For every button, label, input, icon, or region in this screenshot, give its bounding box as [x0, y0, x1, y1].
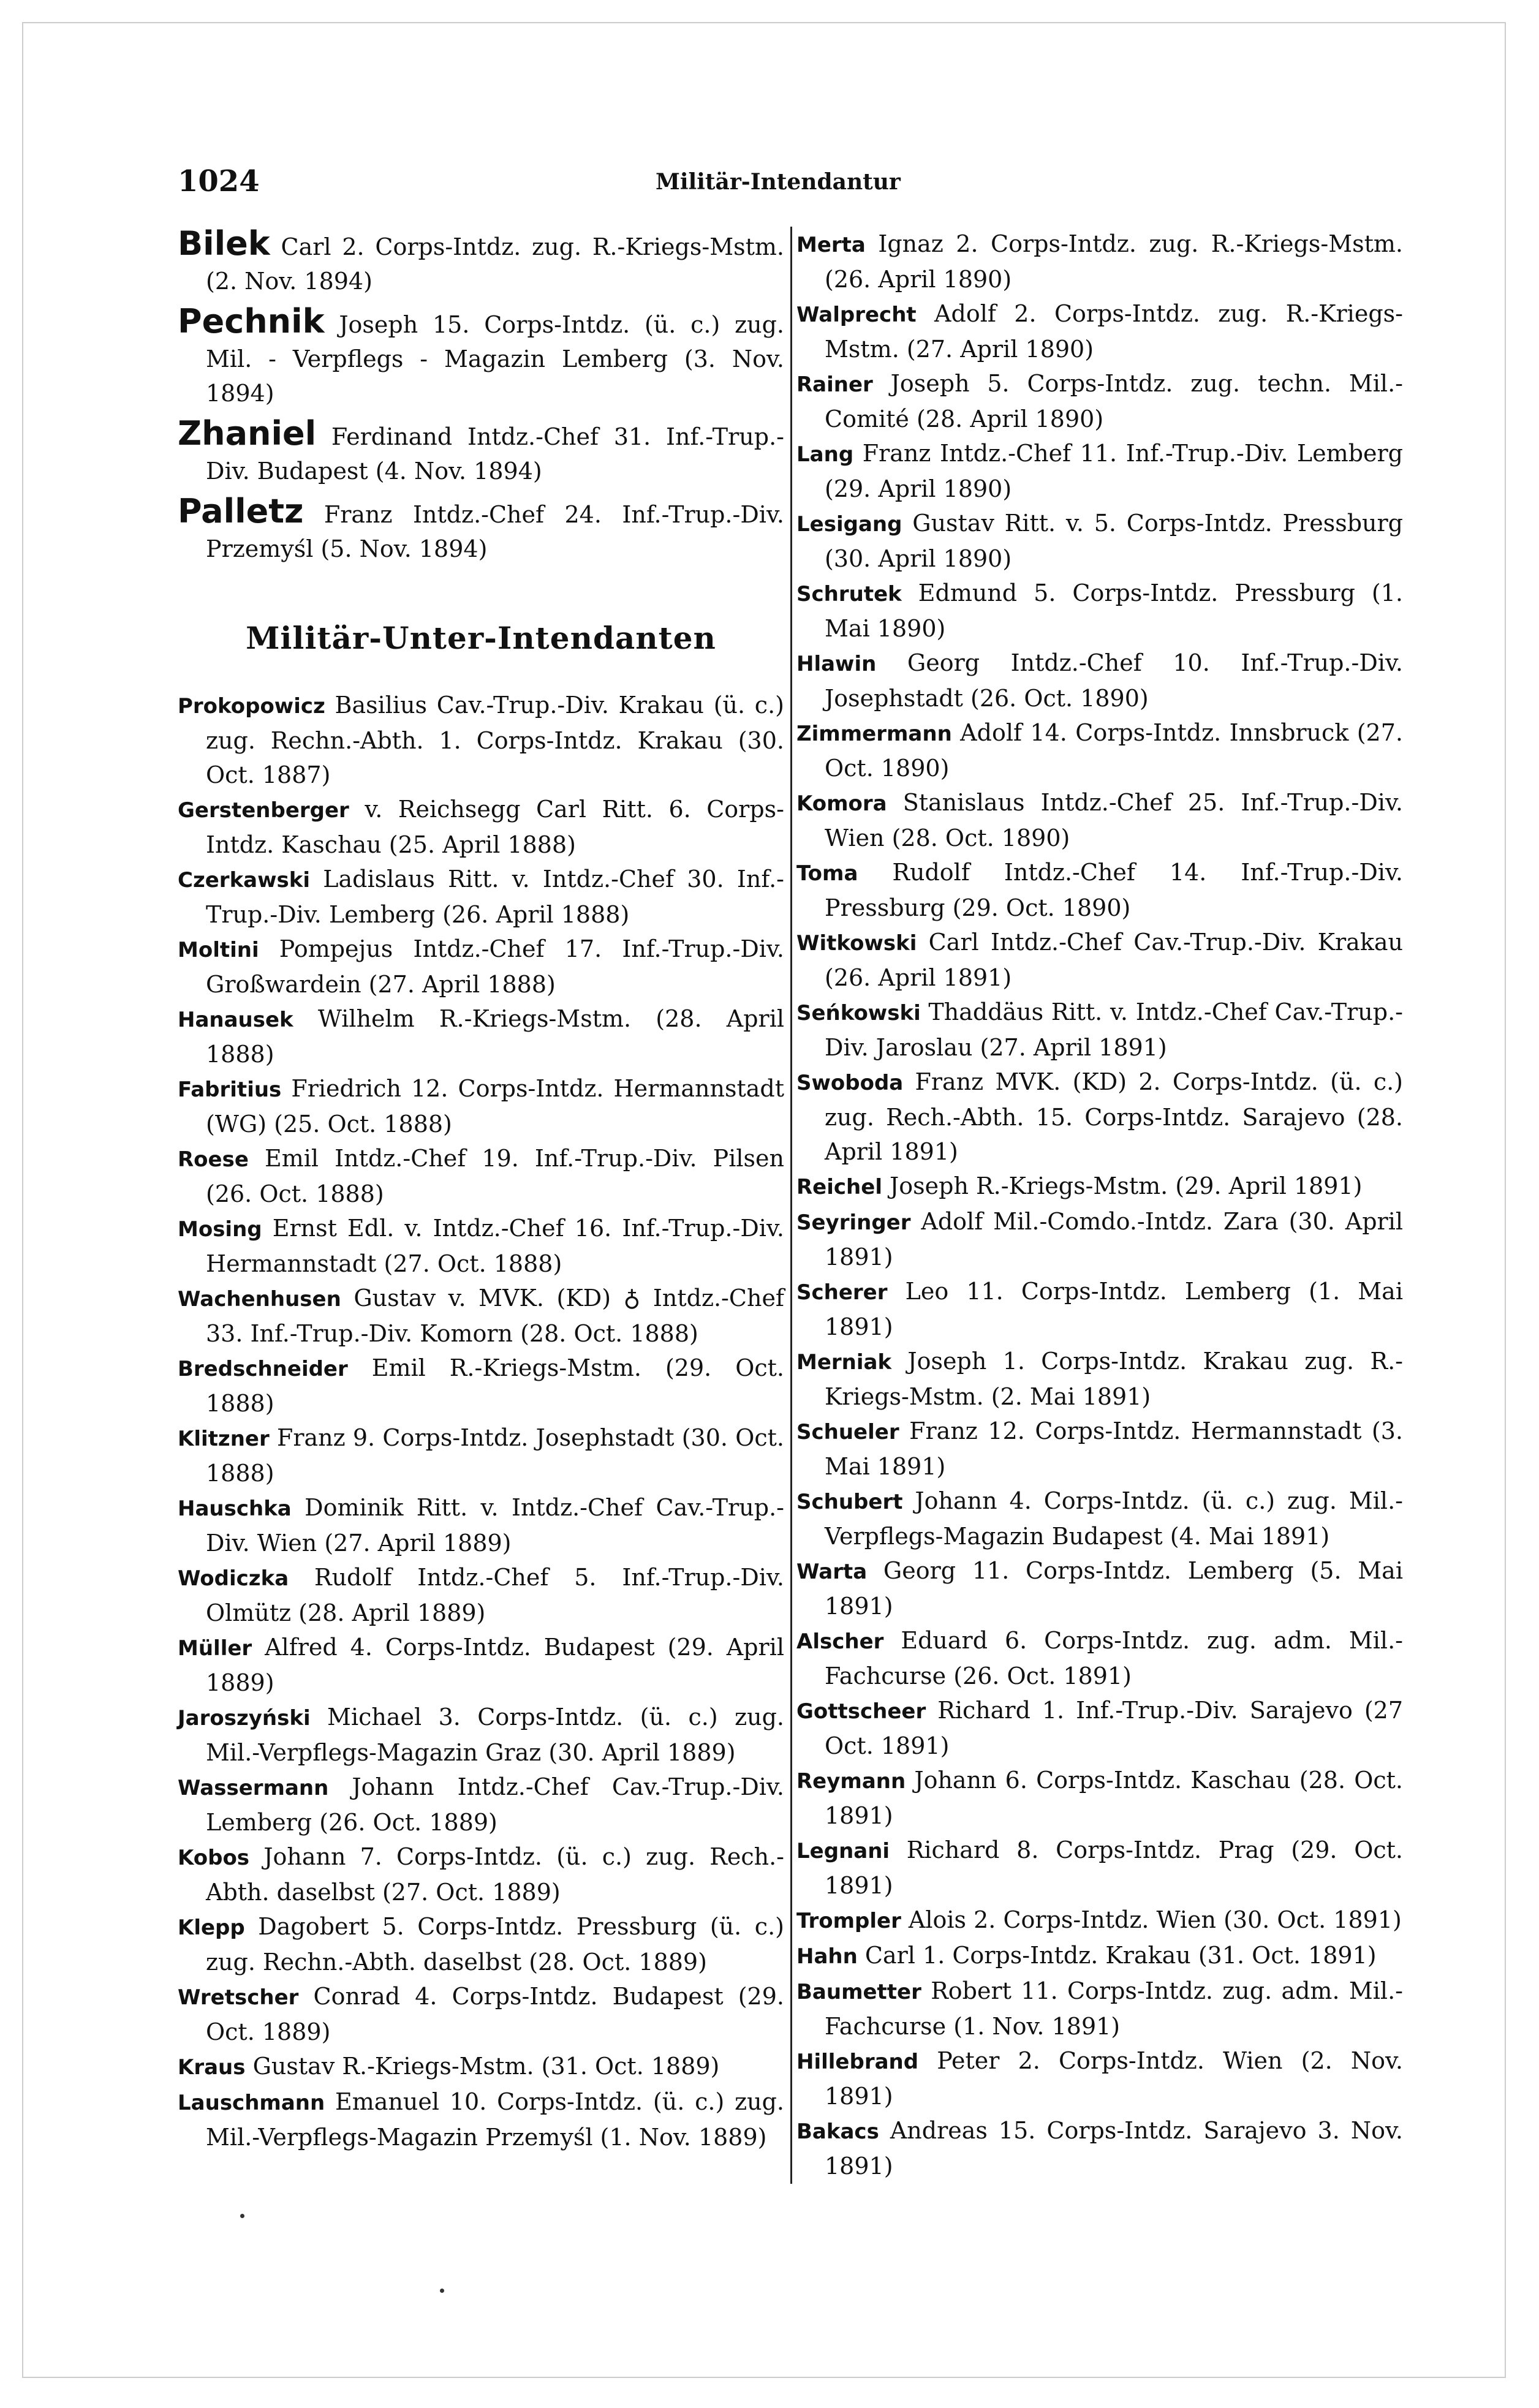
entry-name: Wachenhusen — [178, 1287, 341, 1312]
entry-name: Prokopowicz — [178, 694, 325, 719]
entry-text: Leo 11. Corps-Intdz. Lemberg (1. Mai 1891) — [825, 1278, 1403, 1340]
entry — [796, 1693, 1403, 1763]
entry-text: Carl 1. Corps-Intdz. Krakau (31. Oct. 1891) — [857, 1942, 1377, 1969]
entry-text: Stanislaus Intdz.-Chef 25. Inf.-Trup.-Div. Wien (28. Oct. 1890) — [825, 789, 1403, 851]
entry-name: Komora — [796, 791, 887, 816]
entry-text: v. Reichsegg Carl Ritt. 6. Corps-Intdz. Kaschau (25. April 1888) — [206, 796, 784, 858]
entry-text: Eduard 6. Corps-Intdz. zug. adm. Mil.-Fachcurse (26. Oct. 1891) — [825, 1627, 1403, 1689]
entry-name: Moltini — [178, 938, 259, 962]
entry-text: Ladislaus Ritt. v. Intdz.-Chef 30. Inf.-Trup.-Div. Lemberg (26. April 1888) — [206, 866, 784, 928]
entry-text: Carl 2. Corps-Intdz. zug. R.-Kriegs-Mstm. (2. Nov. 1894) — [206, 233, 784, 295]
entry-text: Adolf Mil.-Comdo.-Intdz. Zara (30. April 1891) — [825, 1208, 1403, 1270]
entry-text: Richard 1. Inf.-Trup.-Div. Sarajevo (27 Oct. 1891) — [825, 1697, 1403, 1759]
entry-text: Franz MVK. (KD) 2. Corps-Intdz. (ü. c.) zug. Rech.-Abth. 15. Corps-Intdz. Sarajevo (28. April 1891) — [825, 1068, 1403, 1165]
entry-text: Alfred 4. Corps-Intdz. Budapest (29. April 1889) — [206, 1634, 784, 1696]
entry — [178, 2085, 784, 2154]
entry — [796, 1169, 1403, 1204]
entry-name: Merta — [796, 233, 866, 257]
entry-name: Swoboda — [796, 1071, 904, 1095]
entry-name: Hauschka — [178, 1497, 292, 1521]
entry — [178, 1909, 784, 1979]
entry — [178, 1630, 784, 1700]
entry — [178, 792, 784, 862]
section-heading: Militär-Unter-Intendanten — [246, 620, 716, 656]
entry-name: Warta — [796, 1560, 868, 1584]
entry-name: Alscher — [796, 1629, 884, 1654]
left-column — [178, 224, 784, 2154]
entry-text: Rudolf Intdz.-Chef 14. Inf.-Trup.-Div. Pressburg (29. Oct. 1890) — [825, 859, 1403, 921]
entry-name: Wodiczka — [178, 1566, 289, 1591]
print-speck — [440, 2289, 444, 2293]
entry — [178, 1490, 784, 1560]
entry-text: Carl Intdz.-Chef Cav.-Trup.-Div. Krakau (26. April 1891) — [825, 929, 1403, 991]
entry-name: Legnani — [796, 1839, 890, 1863]
entry — [178, 1211, 784, 1281]
entry — [178, 1770, 784, 1840]
entry-text: Georg Intdz.-Chef 10. Inf.-Trup.-Div. Josephstadt (26. Oct. 1890) — [825, 649, 1403, 712]
entry — [796, 785, 1403, 855]
entry — [796, 1414, 1403, 1484]
entry — [796, 855, 1403, 925]
entry-text: Wilhelm R.-Kriegs-Mstm. (28. April 1888) — [206, 1005, 784, 1068]
entry — [178, 1840, 784, 1909]
entry — [796, 576, 1403, 646]
entry-text: Emil Intdz.-Chef 19. Inf.-Trup.-Div. Pilsen (26. Oct. 1888) — [206, 1145, 784, 1207]
entry-name: Hahn — [796, 1944, 858, 1969]
entry-text: Basilius Cav.-Trup.-Div. Krakau (ü. c.) zug. Rechn.-Abth. 1. Corps-Intdz. Krakau (30. Oct. 1887) — [206, 692, 784, 788]
entry-name: Zhaniel — [178, 414, 317, 453]
top-entries — [178, 224, 784, 566]
entry-text: Conrad 4. Corps-Intdz. Budapest (29. Oct. 1889) — [206, 1983, 784, 2045]
entry-name: Gerstenberger — [178, 798, 349, 823]
entry — [178, 1700, 784, 1770]
entry-name: Scherer — [796, 1280, 888, 1305]
entry-text: Gustav v. MVK. (KD) ♁ Intdz.-Chef 33. Inf.-Trup.-Div. Komorn (28. Oct. 1888) — [206, 1285, 784, 1347]
entry-text: Johann 6. Corps-Intdz. Kaschau (28. Oct. 1891) — [825, 1767, 1403, 1829]
entry-name: Merniak — [796, 1350, 892, 1375]
entry-text: Edmund 5. Corps-Intdz. Pressburg (1. Mai 1890) — [825, 579, 1403, 642]
entry-text: Joseph 15. Corps-Intdz. (ü. c.) zug. Mil. - Verpflegs - Magazin Lemberg (3. Nov. 1894) — [206, 311, 784, 407]
entry-text: Adolf 14. Corps-Intdz. Innsbruck (27. Oct. 1890) — [825, 719, 1403, 782]
entry-text: Gustav R.-Kriegs-Mstm. (31. Oct. 1889) — [245, 2053, 720, 2080]
entry-text: Georg 11. Corps-Intdz. Lemberg (5. Mai 1891) — [825, 1557, 1403, 1620]
entry — [796, 646, 1403, 715]
entry-text: Franz 12. Corps-Intdz. Hermannstadt (3. Mai 1891) — [825, 1417, 1403, 1480]
entry-name: Wretscher — [178, 1985, 299, 2010]
entry-text: Franz Intdz.-Chef 24. Inf.-Trup.-Div. Przemyśl (5. Nov. 1894) — [206, 501, 784, 562]
entry-text: Robert 11. Corps-Intdz. zug. adm. Mil.-Fachcurse (1. Nov. 1891) — [825, 1977, 1403, 2040]
entry-text: Ferdinand Intdz.-Chef 31. Inf.-Trup.-Div. Budapest (4. Nov. 1894) — [206, 423, 784, 485]
entry-name: Walprecht — [796, 303, 917, 327]
entry — [796, 1344, 1403, 1414]
entry — [796, 296, 1403, 366]
entry-text: Joseph 1. Corps-Intdz. Krakau zug. R.-Kriegs-Mstm. (2. Mai 1891) — [825, 1348, 1403, 1410]
entry — [796, 1974, 1403, 2044]
entry-name: Pechnik — [178, 302, 325, 341]
entry-name: Lauschmann — [178, 2091, 325, 2115]
column-divider — [790, 227, 792, 2184]
entry — [178, 224, 784, 298]
entry-text: Johann 4. Corps-Intdz. (ü. c.) zug. Mil.-Verpflegs-Magazin Budapest (4. Mai 1891) — [825, 1487, 1403, 1550]
entry-text: Adolf 2. Corps-Intdz. zug. R.-Kriegs-Mstm. (27. April 1890) — [825, 300, 1403, 363]
entry-text: Ernst Edl. v. Intdz.-Chef 16. Inf.-Trup.-Div. Hermannstadt (27. Oct. 1888) — [206, 1215, 784, 1277]
entry — [796, 1623, 1403, 1693]
entry-text: Richard 8. Corps-Intdz. Prag (29. Oct. 1891) — [825, 1836, 1403, 1899]
entry-name: Gottscheer — [796, 1699, 926, 1724]
entry-name: Müller — [178, 1636, 252, 1661]
entry-name: Seńkowski — [796, 1001, 921, 1025]
entry-name: Klitzner — [178, 1427, 270, 1451]
entry — [796, 366, 1403, 436]
entry — [796, 1763, 1403, 1833]
entry-text: Joseph 5. Corps-Intdz. zug. techn. Mil.-Comité (28. April 1890) — [825, 370, 1403, 432]
entry — [796, 1553, 1403, 1623]
entry — [796, 1833, 1403, 1903]
entry-text: Emil R.-Kriegs-Mstm. (29. Oct. 1888) — [206, 1354, 784, 1417]
entry — [178, 1351, 784, 1421]
entry — [796, 995, 1403, 1065]
entry-name: Kraus — [178, 2055, 246, 2080]
entry-name: Reichel — [796, 1175, 882, 1199]
entry — [796, 1065, 1403, 1169]
entry-name: Bilek — [178, 224, 270, 263]
entry — [178, 1979, 784, 2049]
entry-text: Franz 9. Corps-Intdz. Josephstadt (30. Oct. 1888) — [206, 1424, 784, 1487]
entry-name: Schrutek — [796, 582, 902, 606]
entry — [796, 715, 1403, 785]
entry — [178, 1281, 784, 1351]
entry-name: Bredschneider — [178, 1357, 348, 1381]
entry-name: Jaroszyński — [178, 1706, 311, 1731]
entry — [796, 1274, 1403, 1344]
entry-text: Johann 7. Corps-Intdz. (ü. c.) zug. Rech.-Abth. daselbst (27. Oct. 1889) — [206, 1843, 784, 1906]
running-head — [178, 164, 913, 201]
entry-name: Palletz — [178, 492, 304, 530]
entry-name: Hlawin — [796, 652, 877, 676]
entry — [178, 414, 784, 488]
entry-name: Rainer — [796, 372, 873, 397]
entry-text: Andreas 15. Corps-Intdz. Sarajevo 3. Nov. 1891) — [825, 2117, 1403, 2180]
entry-text: Dominik Ritt. v. Intdz.-Chef Cav.-Trup.-Div. Wien (27. April 1889) — [206, 1494, 784, 1557]
entry — [796, 925, 1403, 995]
entry — [178, 1002, 784, 1071]
entry — [796, 227, 1403, 296]
entry — [178, 862, 784, 932]
entry-text: Alois 2. Corps-Intdz. Wien (30. Oct. 1891) — [901, 1906, 1402, 1933]
entry — [178, 1141, 784, 1211]
entry — [178, 494, 784, 566]
entry — [178, 304, 784, 410]
entry-name: Fabritius — [178, 1078, 282, 1102]
entry-name: Hanausek — [178, 1008, 293, 1032]
entry-name: Zimmermann — [796, 722, 952, 746]
entry — [178, 1560, 784, 1630]
entry-text: Thaddäus Ritt. v. Intdz.-Chef Cav.-Trup.-Div. Jaroslau (27. April 1891) — [825, 998, 1403, 1061]
entry-name: Schueler — [796, 1420, 899, 1444]
entry-name: Roese — [178, 1147, 249, 1172]
entry-text: Peter 2. Corps-Intdz. Wien (2. Nov. 1891) — [825, 2047, 1403, 2110]
entry — [796, 2113, 1403, 2183]
entry — [796, 1204, 1403, 1274]
right-column — [796, 227, 1403, 2183]
page-number: 1024 — [178, 164, 260, 198]
entry — [796, 1903, 1403, 1938]
entry-name: Klepp — [178, 1915, 245, 1940]
entry-text: Rudolf Intdz.-Chef 5. Inf.-Trup.-Div. Olmütz (28. April 1889) — [206, 1564, 784, 1626]
entry-name: Reymann — [796, 1769, 906, 1794]
entry-name: Lesigang — [796, 512, 902, 537]
entry-name: Seyringer — [796, 1210, 911, 1235]
entry-text: Emanuel 10. Corps-Intdz. (ü. c.) zug. Mil.-Verpflegs-Magazin Przemyśl (1. Nov. 1889) — [206, 2088, 784, 2151]
entry — [178, 1071, 784, 1141]
entry — [796, 436, 1403, 506]
entry-name: Lang — [796, 442, 854, 467]
entry — [796, 506, 1403, 576]
entry-name: Trompler — [796, 1909, 901, 1933]
entry-name: Kobos — [178, 1846, 250, 1870]
entry-name: Baumetter — [796, 1980, 921, 2004]
entry-name: Schubert — [796, 1490, 903, 1514]
entry-text: Ignaz 2. Corps-Intdz. zug. R.-Kriegs-Mstm. (26. April 1890) — [825, 230, 1403, 293]
entry-text: Dagobert 5. Corps-Intdz. Pressburg (ü. c.) zug. Rechn.-Abth. daselbst (28. Oct. 1889) — [206, 1913, 784, 1976]
running-title: Militär-Intendantur — [656, 169, 901, 195]
entry-text: Joseph R.-Kriegs-Mstm. (29. April 1891) — [882, 1172, 1363, 1199]
entry-name: Wassermann — [178, 1776, 329, 1800]
entry-text: Friedrich 12. Corps-Intdz. Hermannstadt (WG) (25. Oct. 1888) — [206, 1075, 784, 1138]
entry-text: Gustav Ritt. v. 5. Corps-Intdz. Pressburg (30. April 1890) — [825, 510, 1403, 572]
entry-text: Michael 3. Corps-Intdz. (ü. c.) zug. Mil.-Verpflegs-Magazin Graz (30. April 1889) — [206, 1704, 784, 1766]
entry-text: Franz Intdz.-Chef 11. Inf.-Trup.-Div. Lemberg (29. April 1890) — [825, 440, 1403, 502]
entry — [178, 688, 784, 792]
entry — [796, 2044, 1403, 2113]
entry-list — [178, 688, 784, 2154]
print-speck — [240, 2214, 244, 2218]
entry-name: Toma — [796, 861, 858, 886]
entry-name: Mosing — [178, 1217, 262, 1242]
entry — [178, 1421, 784, 1490]
entry — [796, 1484, 1403, 1553]
entry — [178, 2049, 784, 2085]
entry-text: Johann Intdz.-Chef Cav.-Trup.-Div. Lemberg (26. Oct. 1889) — [206, 1773, 784, 1836]
entry-name: Witkowski — [796, 931, 917, 956]
entry-name: Czerkawski — [178, 868, 311, 893]
entry-text: Pompejus Intdz.-Chef 17. Inf.-Trup.-Div. Großwardein (27. April 1888) — [206, 935, 784, 998]
entry-name: Bakacs — [796, 2119, 879, 2144]
entry — [178, 932, 784, 1002]
entry-name: Hillebrand — [796, 2050, 919, 2074]
entry — [796, 1938, 1403, 1974]
